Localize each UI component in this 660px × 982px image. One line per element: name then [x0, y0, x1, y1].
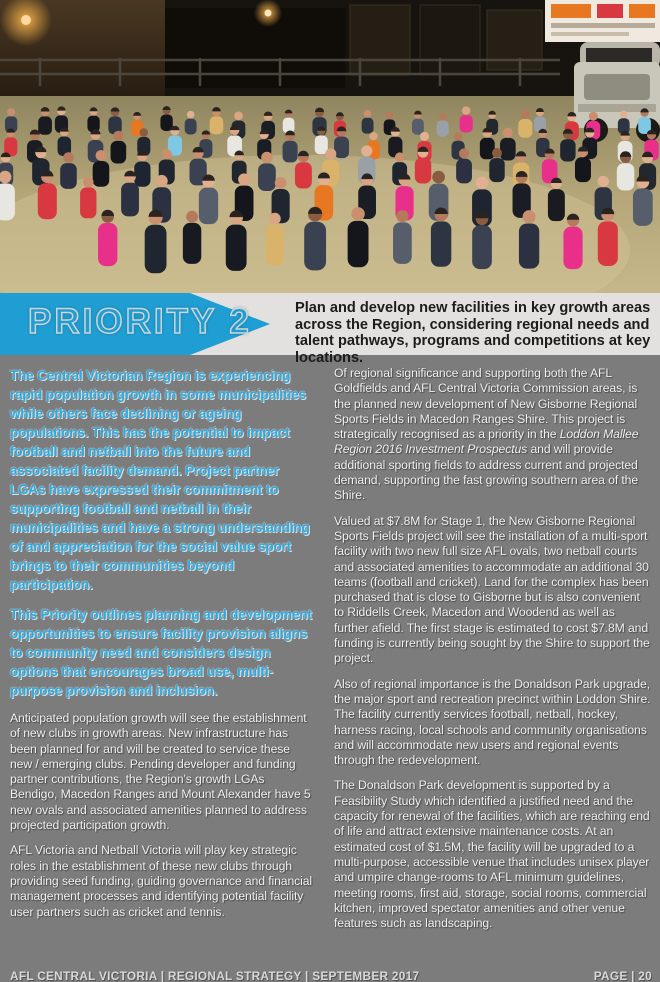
priority-statement: Plan and develop new facilities in key growth areas across the Region, considering regional needs and talent pathways, programs and competitions at key locations. [295, 300, 651, 366]
paragraph-text: and will provide additional sporting fields to address current and projected demand, supporting the fast growing southern area of the Shire. [334, 442, 639, 503]
footer-document-title: AFL CENTRAL VICTORIA | REGIONAL STRATEGY | SEPTEMBER 2017 [10, 969, 420, 982]
body-paragraph: AFL Victoria and Netball Victoria will play key strategic roles in the establishment of these new clubs through providing seed funding, guiding governance and financial management processes and identifying potential facility user partners such as cricket and tennis. [10, 843, 313, 919]
light [265, 10, 272, 17]
publication-title: Loddon Mallee Region 2016 Investment Prospectus [334, 427, 639, 457]
body-paragraph: Also of regional importance is the Donaldson Park upgrade, the major sport and recreation precinct within Loddon Shire. The facility currently services football, netball, hockey, harness racing, local schools and community organisations and will accommodate new users and regional events through the redevelopment. [334, 676, 651, 768]
priority-label: PRIORITY 2 [28, 302, 252, 341]
footer-page-number: PAGE | 20 [593, 969, 652, 982]
body-paragraph: Valued at $7.8M for Stage 1, the New Gisborne Regional Sports Fields project will see the installation of a multi-sport facility with two new full size AFL ovals, two netball courts and associated amenities to accommodate an additional 30 teams (football and cricket). Land for the complex has been purchased that is close to Gisborne but is also convenient to Riddells Creek, Macedon and Woodend as well as further afield. The first stage is estimated to cost $7.8M and funding is currently being sought by the Shire to support the project. [334, 513, 650, 666]
intro-paragraph: This Priority outlines planning and development opportunities to ensure facility provision aligns to community need and considers design options that encourages broad use, multi-purpose provision and inclusion. [10, 607, 312, 698]
sponsor-sign [545, 0, 660, 42]
priority-banner [0, 293, 660, 366]
intro-paragraph: The Central Victorian Region is experiencing rapid population growth in some municipalities while others face declining or ageing populations. This has the potential to impact football and netball into the future and associated facility demand. Project partner LGAs have expressed their commitment to supporting football and netball in their municipalities and have a strong understanding of and appreciation for the social value sport brings to their communities beyond participation. [10, 368, 310, 592]
right-column [334, 366, 652, 941]
page-body [10, 366, 652, 941]
light [21, 15, 31, 25]
body-paragraph [334, 366, 652, 504]
group-photo [0, 0, 660, 293]
left-column [10, 366, 313, 941]
window [420, 5, 480, 75]
page-footer [10, 969, 652, 982]
body-paragraph: The Donaldson Park development is supported by a Feasibility Study which identified a justified need and the capacity for renewal of the facilities, which are reaching end of life and attract extensive maintenance costs. At an estimated cost of $1.5M, the facility will be upgraded to a multi-purpose, accessible venue that includes unisex player and umpire change-rooms to AFL minimum guidelines, meeting rooms, first aid, storage, social rooms, commercial kitchen, improved spectator amenities and other venue features such as landscaping. [334, 778, 650, 931]
photo-illustration [0, 0, 660, 293]
dark-doorway [165, 8, 345, 88]
body-paragraph: Anticipated population growth will see the establishment of new clubs in growth areas. New infrastructure has been planned for and will be created to service these new / emerging clubs. Pending developer and funding partner contributions, the Region's growth LGAs Bendigo, Macedon Ranges and Mount Alexander have 5 new ovals and associated amenities planned to address projected participation growth. [10, 711, 311, 833]
paragraph-text: Of regional significance and supporting both the AFL Goldfields and AFL Central Victoria Commission areas, is the planned new development of New Gisborne Regional Sports Fields in Macedon Ranges Shire. This project is strategically recognised as a priority in the [334, 366, 638, 442]
